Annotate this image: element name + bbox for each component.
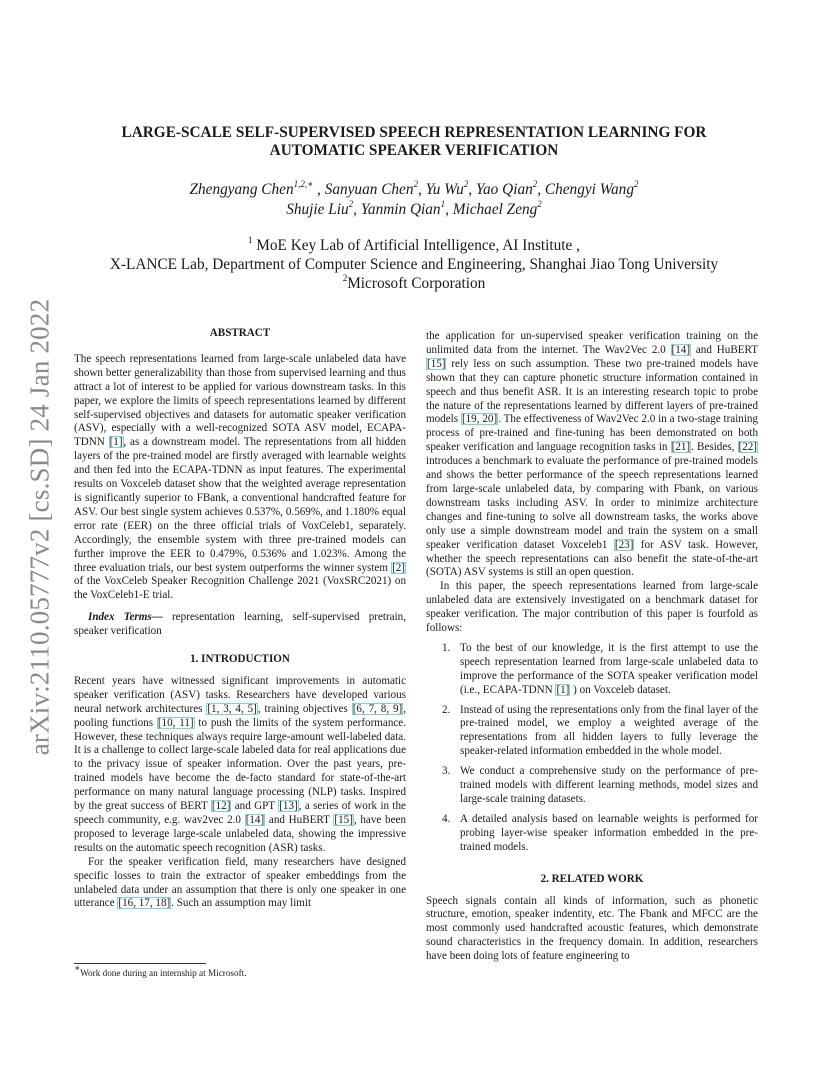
intro-paragraph-3: the application for un-supervised speaker verification training on the unlimited data from the internet. The Wav2Vec 2.0 [14] and HuBERT [15] rely less on such assumption. These two pre-trained models have shown that they can capture phonetic structure information contained in speech and thus benefit ASR. It is an interesting research topic to probe the nature of the representations learned by different layers of pre-trained models [19, 20]. The effectiveness of Wav2Vec 2.0 in a two-stage training process of pre-trained and fine-tuning has been demonstrated on both speaker verification and language recognition tasks in [21]. Besides, [22] introduces a benchmark to evaluate the performance of pre-trained models and shows the better performance of the speech representations learned from large-scale unlabeled data, by comparing with Fbank, on various downstream tasks including ASV. In order to minimize architecture changes and fine-tuning to solve all downstream tasks, the works above only use a simple downstream model and train the system on a small speaker verification dataset Voxceleb1 [23] for ASV task. However, whether the speech representations can also benefit the state-of-the-art (SOTA) ASV systems is still an open question. [426, 330, 759, 579]
author-name: , Yao Qian [468, 181, 533, 198]
affiliations [80, 236, 748, 293]
author-affiliation-mark: 2 [633, 178, 639, 189]
citation-link[interactable]: [15] [427, 357, 446, 370]
citation-link[interactable]: [13] [279, 800, 298, 813]
affiliation-line-1: $^1$ MoE Key Lab of Artificial Intelligence, AI Institute , [247, 234, 581, 254]
author-affiliation-mark: 1 [440, 198, 446, 209]
author-affiliation-mark: 2 [413, 178, 418, 189]
contribution-list [426, 642, 758, 855]
contribution-item [426, 642, 758, 698]
citation-link[interactable]: [1] [109, 436, 123, 449]
citation-link[interactable]: [23] [614, 538, 634, 551]
citation-link[interactable]: [21] [671, 441, 691, 454]
author-affiliation-mark: 2 [348, 198, 354, 209]
paper-title: LARGE-SCALE SELF-SUPERVISED SPEECH REPRESENTATION LEARNING FOR AUTOMATIC SPEAKER VERIFICATION [121, 124, 707, 159]
author-list [90, 180, 738, 220]
list-number: 1. [442, 641, 451, 654]
contribution-text-tail: ) on Voxceleb dataset. [570, 683, 671, 696]
citation-link[interactable]: [19, 20] [461, 413, 498, 426]
contribution-text: We conduct a comprehensive study on the performance of pre-trained models with different learning methods, model sizes and large-scale training datasets. [460, 765, 758, 805]
left-column [74, 327, 406, 911]
contribution-item [426, 813, 758, 855]
citation-link[interactable]: [22] [738, 441, 757, 454]
contribution-text: Instead of using the representations only from the final layer of the pre-trained model, we employ a weighted average of the representations from all hidden layers to fully leverage the speaker-related information embedded in the whole model. [460, 703, 758, 758]
citation-link[interactable]: [16, 17, 18] [118, 897, 171, 910]
abstract-text: The speech representations learned from large-scale unlabeled data have shown better generalizability than those from supervised learning and thus attract a lot of interest to be applied for various downstream tasks. In this paper, we explore the limits of speech representations learned by different self-supervised objectives and datasets for automatic speaker verification (ASV), especially with a well-recognized SOTA ASV model, ECAPA-TDNN [1], as a downstream model. The representations from all hidden layers of the pre-trained model are firstly averaged with learnable weights and then fed into the ECAPA-TDNN as input features. The experimental results on Voxceleb dataset show that the weighted average representation is significantly superior to FBank, a conventional handcrafted feature for ASV. Our best single system achieves 0.537%, 0.569%, and 1.180% equal error rate (EER) on the three official trials of VoxCeleb1, separately. Accordingly, the ensemble system with three pre-trained models can further improve the EER to 0.479%, 0.536% and 1.023%. Among the three evaluation trials, our best system outperforms the winner system [2] of the VoxCeleb Speaker Recognition Challenge 2021 (VoxSRC2021) on the VoxCeleb1-E trial. [74, 352, 407, 602]
citation-link[interactable]: [10, 11] [157, 716, 194, 729]
citation-link[interactable]: [14] [245, 814, 265, 826]
citation-link[interactable]: [14] [671, 343, 691, 356]
citation-link[interactable]: [2] [392, 561, 405, 574]
citation-link[interactable]: [6, 7, 8, 9] [352, 702, 403, 715]
list-number: 3. [442, 765, 451, 778]
contribution-item [426, 704, 758, 760]
citation-link[interactable]: [1, 3, 4, 5] [207, 702, 257, 715]
arxiv-identifier: arXiv:2110.05777v2 [cs.SD] 24 Jan 2022 [24, 298, 55, 756]
intro-heading: 1. INTRODUCTION [190, 653, 290, 666]
citation-link[interactable]: [12] [211, 800, 231, 813]
affiliation-line-3: $^2$Microsoft Corporation [342, 272, 486, 292]
affiliation-line-2: X-LANCE Lab, Department of Computer Science and Engineering, Shanghai Jiao Tong University [109, 256, 719, 273]
citation-link[interactable]: [15] [334, 814, 353, 826]
author-name: , Yanmin Qian [353, 201, 441, 218]
related-work-heading: 2. RELATED WORK [540, 872, 644, 885]
contribution-text: A detailed analysis based on learnable weights is performed for probing layer-wise speaker information embedded in the pre-trained models. [460, 812, 758, 853]
related-work-paragraph: Speech signals contain all kinds of information, such as phonetic structure, emotion, speaker indentity, etc. The Fbank and MFCC are the most commonly used handcrafted acoustic features, which demonstrate sound characteristics in the frequency domain. In addition, researchers have been doing lots of feature engineering to [426, 894, 758, 963]
author-affiliation-mark: 1,2,∗ [293, 178, 314, 189]
right-column [426, 330, 758, 964]
list-number: 4. [442, 812, 451, 825]
citation-link[interactable]: [1] [556, 683, 570, 696]
author-line-1 [90, 180, 738, 200]
author-name: Zhengyang Chen [189, 181, 294, 198]
author-line-2 [90, 200, 738, 220]
author-name: Shujie Liu [286, 201, 349, 218]
author-name: , Chengyi Wang [537, 181, 634, 198]
list-number: 2. [442, 703, 451, 716]
contribution-item [426, 765, 758, 807]
contribution-text: To the best of our knowledge, it is the first attempt to use the speech representation learned from large-scale unlabeled data to improve the performance of the SOTA speaker verification model (i.e., ECAPA-TDNN [460, 641, 758, 696]
author-affiliation-mark: 2 [532, 178, 538, 189]
footnote-divider [74, 963, 206, 964]
intro-paragraph-4: In this paper, the speech representations learned from large-scale unlabeled data are extensively investigated on a benchmark dataset for speaker verification. The major contribution of this paper is fourfold as follows: [426, 580, 758, 635]
author-affiliation-mark: 2 [537, 198, 542, 209]
index-terms: Index Terms— representation learning, self-supervised pretrain, speaker verification [74, 611, 406, 638]
author-name: , Yu Wu [418, 181, 464, 198]
footnote: ∗Work done during an internship at Microsoft. [74, 962, 247, 978]
author-name: , Michael Zeng [445, 201, 538, 218]
intro-paragraph-2: For the speaker verification field, many researchers have designed specific losses to train the extractor of speaker embeddings from the unlabeled data under an assumption that there is only one speaker in one utterance [16, 17, 18]. Such an assumption may limit [74, 855, 406, 910]
author-name: , Sanyuan Chen [313, 181, 414, 198]
author-affiliation-mark: 2 [463, 178, 469, 189]
abstract-heading: ABSTRACT [209, 327, 271, 339]
intro-paragraph-1: Recent years have witnessed significant improvements in automatic speaker verification (ASV) tasks. Researchers have developed various neural network architectures [1, 3, 4, 5], training objectives [6, 7, 8, 9], pooling functions [10, 11] to push the limits of the system performance. However, these techniques always require large-amount well-labeled data. It is a challenge to collect large-scale labeled data for real applications due to the privacy issue of speaker information. Over the past years, pre-trained models have become the de-facto standard for state-of-the-art performance on many natural language processing (NLP) tasks. Inspired by the great success of BERT [12] and GPT [13], a series of work in the speech community, e.g. wav2vec 2.0 [14] and HuBERT [15], have been proposed to leverage large-scale unlabeled data, showing the impressive results on the automatic speech recognition (ASR) tasks. [74, 674, 407, 854]
